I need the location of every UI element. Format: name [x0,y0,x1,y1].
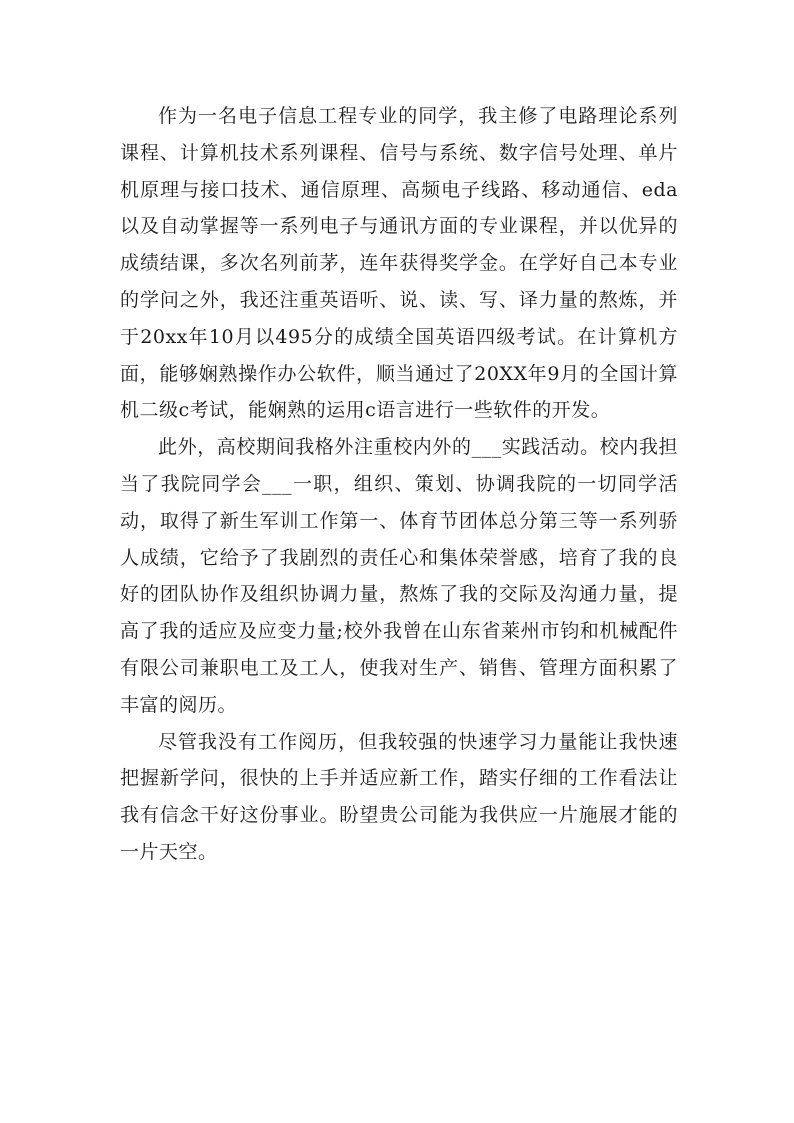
paragraph-education: 作为一名电子信息工程专业的同学，我主修了电路理论系列课程、计算机技术系列课程、信号与系统、数字信号处理、单片机原理与接口技术、通信原理、高频电子线路、移动通信、eda以及自动掌握等一系列电子与通讯方面的专业课程，并以优异的成绩结课，多次名列前茅，连年获得奖学金。在学好自己本专业的学问之外，我还注重英语听、说、读、写、译力量的熬炼，并于20xx年10月以495分的成绩全国英语四级考试。在计算机方面，能够娴熟操作办公软件，顺当通过了20XX年9月的全国计算机二级c考试，能娴熟的运用c语言进行一些软件的开发。 [120,105,678,422]
paragraph-closing: 尽管我没有工作阅历，但我较强的快速学习力量能让我快速把握新学问，很快的上手并适应新工作，踏实仔细的工作看法让我有信念干好这份事业。盼望贵公司能为我供应一片施展才能的一片天空。 [120,730,678,863]
document-body [120,98,678,871]
paragraph-activities: 此外，高校期间我格外注重校内外的___实践活动。校内我担当了我院同学会___一职，组织、策划、协调我院的一切同学活动，取得了新生军训工作第一、体育节团体总分第三等一系列骄人成绩，它给予了我剧烈的责任心和集体荣誉感，培育了我的良好的团队协作及组织协调力量，熬炼了我的交际及沟通力量，提高了我的适应及应变力量;校外我曾在山东省莱州市钧和机械配件有限公司兼职电工及工人，使我对生产、销售、管理方面积累了丰富的阅历。 [120,436,678,716]
